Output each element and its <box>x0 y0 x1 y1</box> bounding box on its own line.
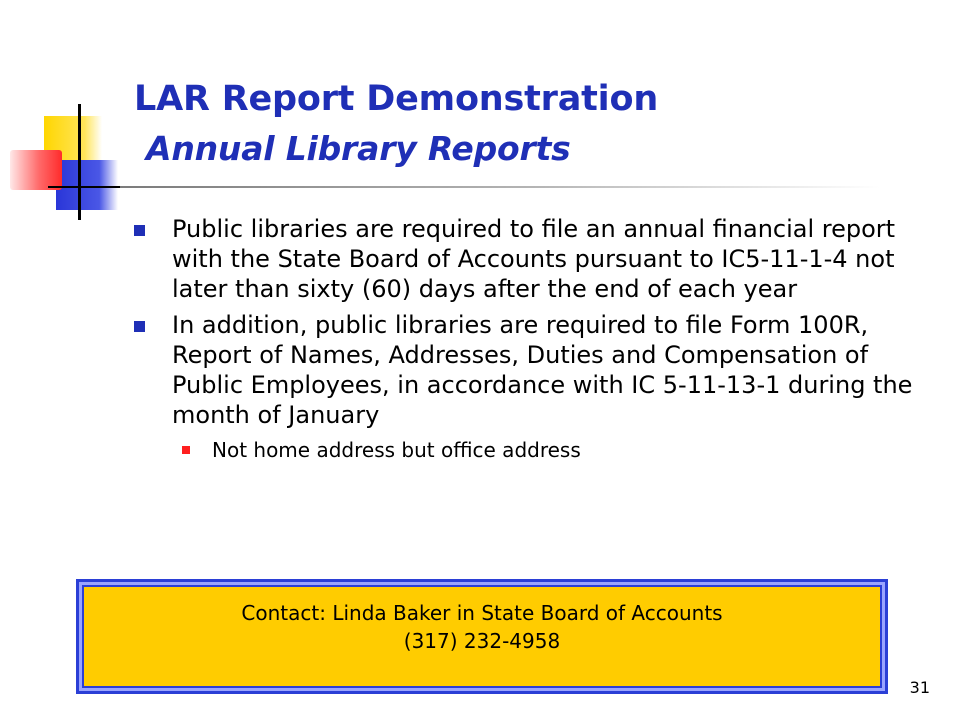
slide-title-subtitle: Annual Library Reports <box>146 129 571 168</box>
square-bullet-icon <box>134 225 145 236</box>
decorative-logo <box>0 0 140 230</box>
slide-number: 31 <box>909 678 930 697</box>
bullet-text: In addition, public libraries are required to file Form 100R, Report of Names, Addresses, Duties and Compensation of Public Employees, in accordance with IC 5-11-13-1 during the month of January <box>172 311 913 429</box>
logo-red-square <box>10 150 62 190</box>
slide-content <box>134 214 934 464</box>
contact-text <box>79 599 885 655</box>
logo-vertical-line <box>78 104 81 220</box>
subbullet-text: Not home address but office address <box>212 438 581 462</box>
slide-title <box>134 74 894 174</box>
square-bullet-icon <box>134 321 145 332</box>
title-divider <box>120 186 880 188</box>
contact-phone: (317) 232-4958 <box>403 629 561 653</box>
bullet-item <box>134 310 934 430</box>
contact-name: Contact: Linda Baker in State Board of Accounts <box>241 601 723 625</box>
contact-box <box>76 579 888 694</box>
logo-blue-square <box>56 160 118 210</box>
subbullet-item <box>182 436 934 464</box>
bullet-text: Public libraries are required to file an annual financial report with the State Board of Accounts pursuant to IC5-11-1-4 not later than sixty (60) days after the end of each year <box>172 215 896 303</box>
square-subbullet-icon <box>182 446 190 454</box>
slide-title-main: LAR Report Demonstration <box>134 79 659 119</box>
bullet-item <box>134 214 934 304</box>
